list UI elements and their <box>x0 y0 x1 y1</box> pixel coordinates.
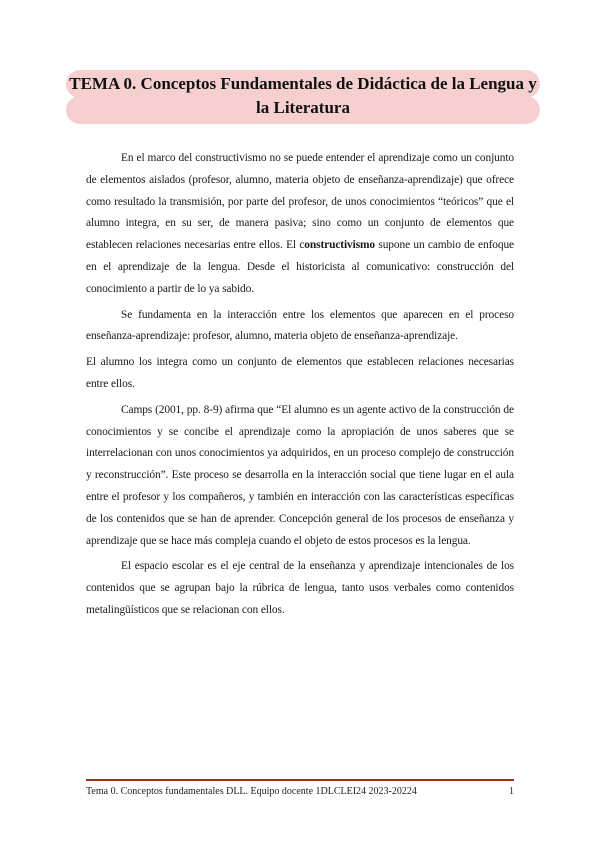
paragraph-school-space: El espacio escolar es el eje central de la enseñanza y aprendizaje intencionales de los contenidos que se agrupan bajo la rúbrica de lengua, tanto usos verbales como contenidos metalingüísticos que se relacionan con ellos. <box>86 560 514 616</box>
footer-divider <box>86 779 514 781</box>
paragraph-camps-quote: Camps (2001, pp. 8-9) afirma que “El alumno es un agente activo de la construcción de conocimientos y se concibe el aprendizaje como la apropiación de unos saberes que se interrelacionan con unos conocimientos ya adquiridos, en un proceso complejo de construcción y reconstrucción”. Este proceso se desarrolla en la interacción social que tiene lugar en el aula entre el profesor y los compañeros, y también en interacción con las características específicas de los contenidos que se han de aprender. Concepción general de los procesos de enseñanza y aprendizaje que se hace más compleja cuando el objeto de estos procesos es la lengua. <box>86 403 514 547</box>
paragraph-interaction: Se fundamenta en la interacción entre los elementos que aparecen en el proceso enseñanza-aprendizaje: profesor, alumno, materia objeto de enseñanza-aprendizaje. <box>86 308 514 343</box>
document-title: TEMA 0. Conceptos Fundamentales de Didáctica de la Lengua y la Literatura <box>69 74 537 117</box>
document-body <box>86 148 514 626</box>
paragraph-student: El alumno los integra como un conjunto de elementos que establecen relaciones necesarias entre ellos. <box>86 356 514 390</box>
paragraph-text: supone un cambio de enfoque en el aprendizaje de la lengua. Desde el historicista al comunicativo: construcción del conocimiento a partir de lo ya sabido. <box>86 239 514 295</box>
page-number: 1 <box>509 786 514 797</box>
footer-text: Tema 0. Conceptos fundamentales DLL. Equipo docente 1DLCLEI24 2023-20224 <box>86 786 417 797</box>
bold-term: onstructivismo <box>304 239 376 252</box>
paragraph-constructivism <box>86 148 514 301</box>
paragraph-text: En el marco del constructivismo no se puede entender el aprendizaje como un conjunto de elementos aislados (profesor, alumno, materia objeto de enseñanza-aprendizaje) que ofrece como resultado la transmisión, por parte del profesor, de unos conocimientos “teóricos” que el alumno integra, en su ser, de manera pasiva; sino como un conjunto de elementos que establecen relaciones necesarias entre ellos. El c <box>86 152 514 252</box>
